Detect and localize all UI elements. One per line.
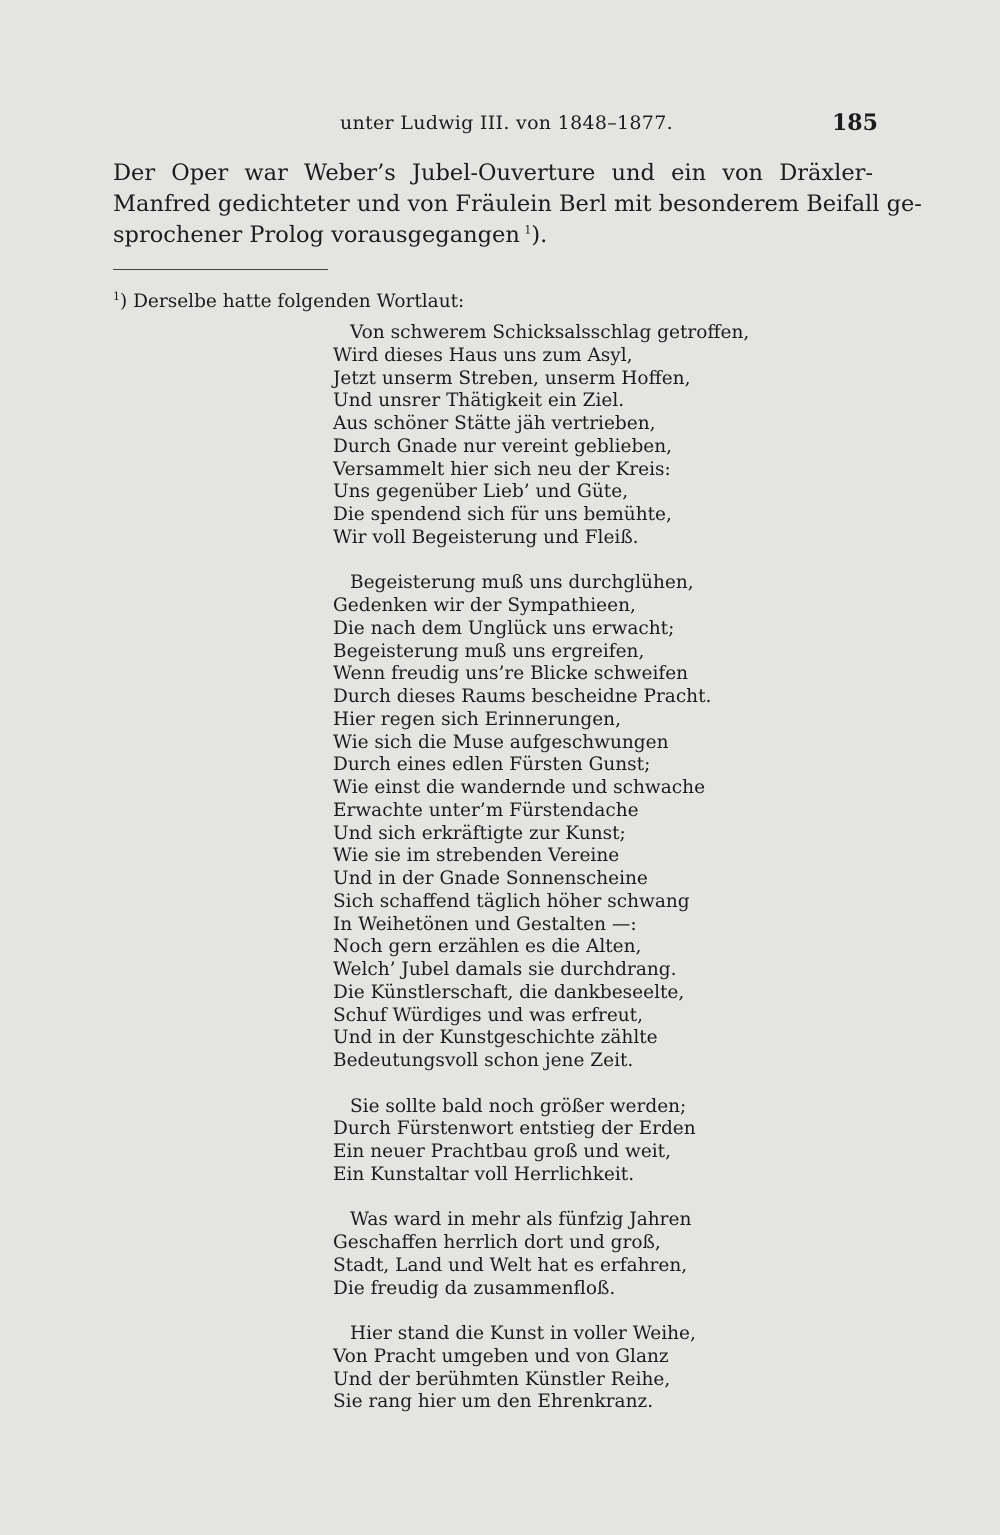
running-title: unter Ludwig III. von 1848–1877.	[340, 112, 673, 134]
poem-line: Sie rang hier um den Ehrenkranz.	[333, 1391, 654, 1413]
poem-line: Wenn freudig uns’re Blicke schweifen	[333, 663, 689, 685]
paragraph-line-2: Manfred gedichteter und von Fräulein Berl mit besonderem Beifall ge-	[113, 191, 922, 217]
footnote-marker: 1	[113, 289, 120, 303]
poem-line: Wie sich die Muse aufgeschwungen	[333, 731, 669, 753]
poem-line: Wir voll Begeisterung und Fleiß.	[333, 526, 639, 548]
poem-stanza-3	[333, 1096, 753, 1187]
poem-line: Stadt, Land und Welt hat es erfahren,	[333, 1254, 688, 1276]
poem-line: Jetzt unserm Streben, unserm Hoffen,	[333, 367, 691, 389]
poem-line: Schuf Würdiges und was erfreut,	[333, 1004, 643, 1026]
poem-line: Und sich erkräftigte zur Kunst;	[333, 822, 626, 844]
paragraph-line-3	[113, 220, 873, 251]
poem-line: Begeisterung muß uns durchglühen,	[350, 572, 694, 594]
poem-line: In Weihetönen und Gestalten —:	[333, 913, 637, 935]
poem-line: Durch Gnade nur vereint geblieben,	[333, 435, 673, 457]
poem-line: Geschaffen herrlich dort und groß,	[333, 1232, 661, 1253]
poem-line: Wie sie im strebenden Vereine	[333, 845, 620, 867]
poem-line: Versammelt hier sich neu der Kreis:	[333, 458, 671, 480]
poem-stanza-2	[333, 572, 753, 1073]
poem-line: Und der berühmten Künstler Reihe,	[333, 1368, 671, 1390]
poem-line: Und in der Gnade Sonnenscheine	[333, 868, 648, 889]
footnote-intro	[113, 291, 464, 312]
poem-line: Erwachte unter’m Fürstendache	[333, 799, 639, 821]
poem-line: Welch’ Jubel damals sie durchdrang.	[333, 959, 677, 980]
poem-line: Bedeutungsvoll schon jene Zeit.	[333, 1050, 634, 1071]
poem-line: Durch Fürstenwort entstieg der Erden	[333, 1118, 696, 1140]
poem-stanza-5	[333, 1323, 753, 1414]
poem-line: Was ward in mehr als fünfzig Jahren	[350, 1209, 692, 1231]
poem-line: Die Künstlerschaft, die dankbeseelte,	[333, 981, 685, 1003]
poem-line: Hier regen sich Erinnerungen,	[333, 708, 621, 730]
poem-line: Wie einst die wandernde und schwache	[333, 777, 706, 798]
poem-stanza-1	[333, 322, 753, 550]
poem-line: Von Pracht umgeben und von Glanz	[333, 1345, 669, 1367]
poem-line: Ein Kunstaltar voll Herrlichkeit.	[333, 1163, 635, 1185]
paragraph-line-1: Der Oper war Weber’s Jubel-Ouverture und ein von Dräxler-	[113, 160, 873, 186]
poem-line: Die nach dem Unglück uns erwacht;	[333, 617, 675, 639]
poem	[333, 322, 753, 1437]
footnote-reference: 1	[524, 223, 532, 237]
poem-line: Noch gern erzählen es die Alten,	[333, 936, 642, 958]
poem-line: Uns gegenüber Lieb’ und Güte,	[333, 481, 629, 503]
paragraph-line-3-tail: ).	[531, 222, 548, 248]
body-paragraph	[113, 158, 922, 251]
poem-line: Durch dieses Raums bescheidne Pracht.	[333, 686, 712, 707]
poem-line: Begeisterung muß uns ergreifen,	[333, 640, 645, 662]
poem-line: Die freudig da zusammenfloß.	[333, 1277, 616, 1299]
poem-line: Durch eines edlen Fürsten Gunst;	[333, 754, 651, 776]
poem-line: Sie sollte bald noch größer werden;	[350, 1095, 687, 1117]
poem-line: Und in der Kunstgeschichte zählte	[333, 1027, 658, 1049]
poem-line: Aus schöner Stätte jäh vertrieben,	[333, 413, 656, 434]
poem-line: Gedenken wir der Sympathieen,	[333, 595, 636, 616]
poem-line: Sich schaffend täglich höher schwang	[333, 890, 690, 912]
poem-line: Und unsrer Thätigkeit ein Ziel.	[333, 390, 625, 412]
poem-line: Hier stand die Kunst in voller Weihe,	[350, 1323, 696, 1344]
poem-line: Wird dieses Haus uns zum Asyl,	[333, 344, 633, 366]
poem-line: Die spendend sich für uns bemühte,	[333, 504, 672, 525]
footnote-separator	[113, 269, 328, 270]
poem-stanza-4	[333, 1209, 753, 1300]
poem-line: Ein neuer Prachtbau groß und weit,	[333, 1141, 671, 1162]
paragraph-line-3-text: sprochener Prolog vorausgegangen	[113, 222, 520, 248]
poem-line: Von schwerem Schicksalsschlag getroffen,	[350, 322, 750, 343]
page-number: 185	[832, 110, 878, 136]
footnote-intro-text: ) Derselbe hatte folgenden Wortlaut:	[120, 291, 465, 312]
